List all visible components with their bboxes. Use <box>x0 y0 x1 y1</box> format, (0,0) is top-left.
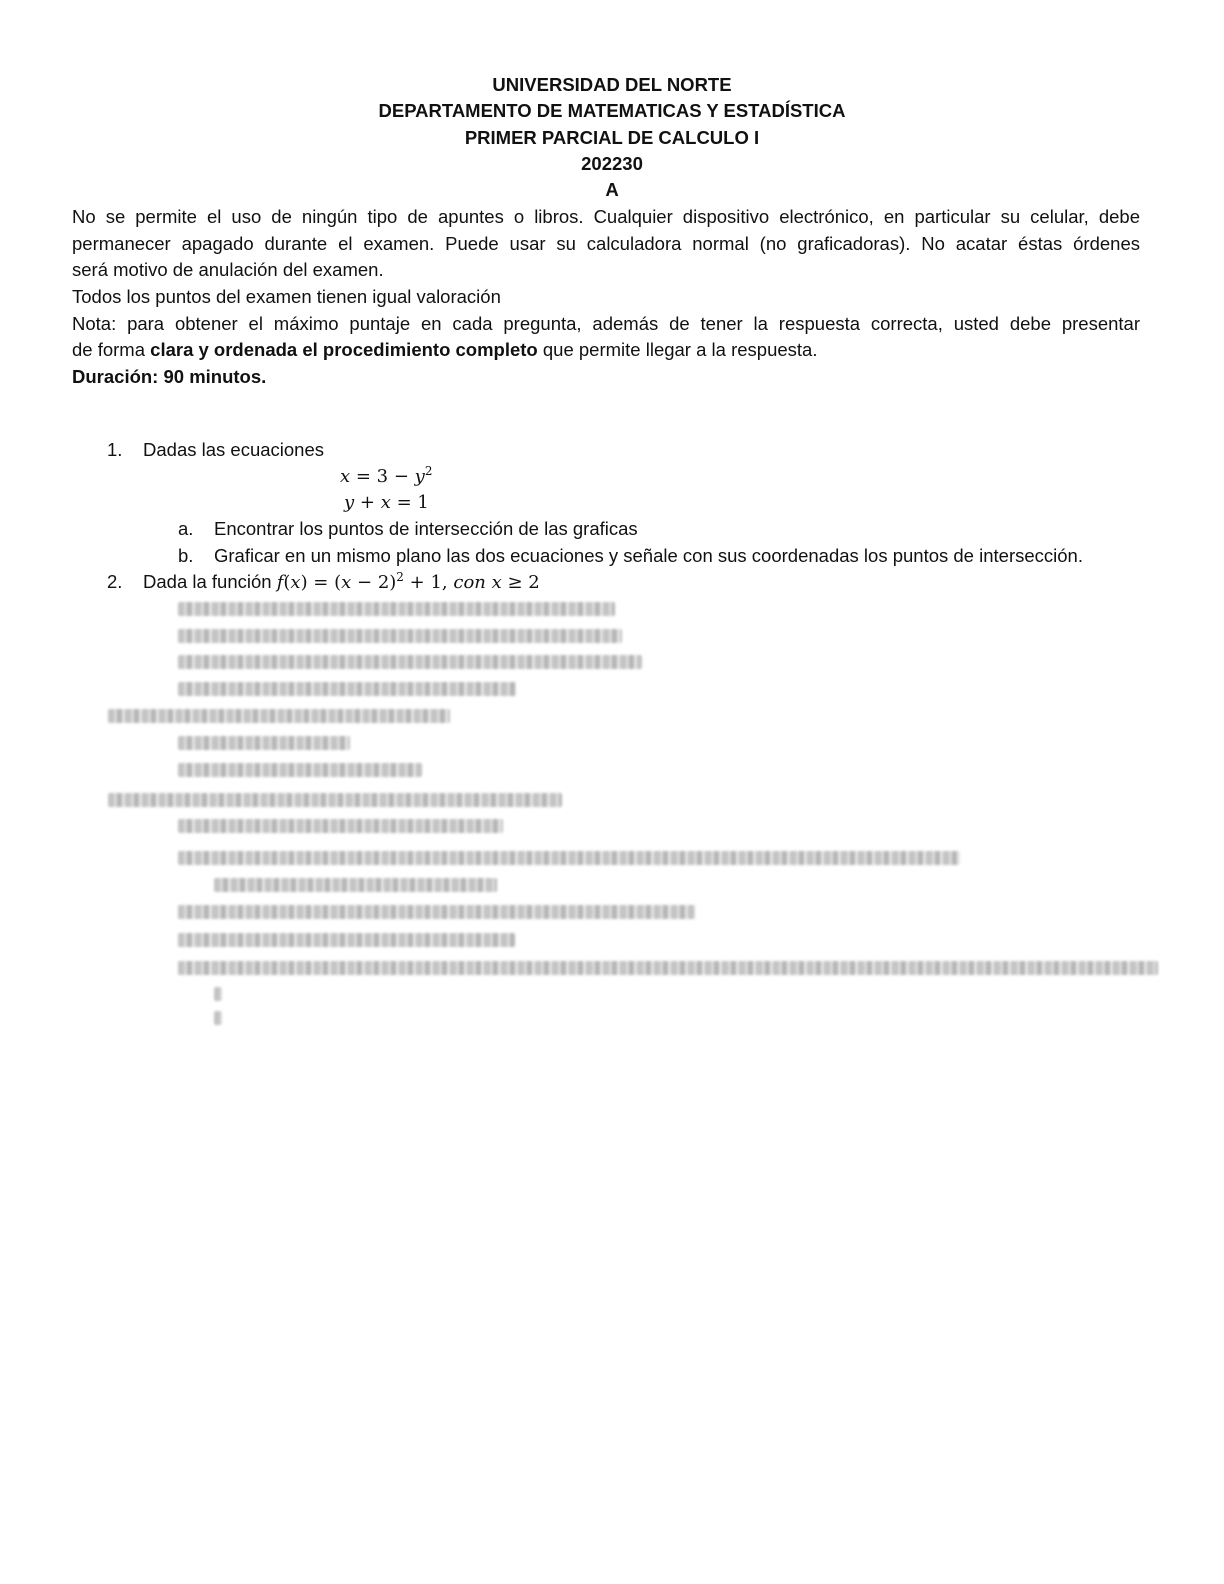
procedure-note-continued <box>72 337 1140 363</box>
blurred-line <box>178 763 422 777</box>
university-name: UNIVERSIDAD DEL NORTE <box>492 74 732 95</box>
question-1-text: Dadas las ecuaciones <box>143 439 324 460</box>
exam-version: A <box>605 179 619 200</box>
question-2-lead: Dada la función <box>143 571 277 592</box>
blurred-line <box>178 851 960 865</box>
blurred-line <box>214 987 222 1001</box>
question-2-text <box>143 569 540 596</box>
instructions-line-2: permanecer apagado durante el examen. Puede usar su calculadora normal (no graficadoras). No acatar éstas órdenes <box>72 233 1140 254</box>
question-1a-text: Encontrar los puntos de intersección de las graficas <box>214 518 638 539</box>
blurred-line <box>178 933 515 947</box>
exam-period: 202230 <box>581 153 643 174</box>
procedure-prefix: de forma <box>72 339 151 360</box>
blurred-line <box>178 602 615 616</box>
blurred-line <box>214 878 497 892</box>
blurred-line <box>178 905 695 919</box>
procedure-note: Nota: para obtener el máximo puntaje en cada pregunta, además de tener la respuesta correcta, usted debe presentar <box>72 313 1140 334</box>
procedure-suffix: que permite llegar a la respuesta. <box>537 339 818 360</box>
blurred-line <box>108 709 450 723</box>
blurred-line <box>178 629 622 643</box>
question-1-number: 1. <box>107 439 123 460</box>
question-1b-text: Graficar en un mismo plano las dos ecuaciones y señale con sus coordenadas los puntos de intersección. <box>214 545 1083 566</box>
blurred-line <box>178 736 350 750</box>
question-2-number: 2. <box>107 571 123 592</box>
instructions-line-1: No se permite el uso de ningún tipo de apuntes o libros. Cualquier dispositivo electrónico, en particular su celular, debe <box>72 206 1140 227</box>
equation-2: y + x = 1 <box>344 492 429 513</box>
grading-note: Todos los puntos del examen tienen igual valoración <box>72 286 501 307</box>
blurred-line <box>108 793 562 807</box>
blurred-line <box>214 1011 222 1025</box>
equation-1: $x = 3 - y^2$ <box>340 464 433 487</box>
exam-title: PRIMER PARCIAL DE CALCULO I <box>464 127 760 148</box>
blurred-line <box>178 655 642 669</box>
question-2-formula: $f(x) = (x - 2)^2 + 1$, con x ≥ 2 <box>276 570 540 593</box>
question-1b-letter: b. <box>178 545 194 566</box>
blurred-line <box>178 682 516 696</box>
department-name: DEPARTAMENTO DE MATEMATICAS Y ESTADÍSTICA <box>378 100 846 121</box>
question-1a-letter: a. <box>178 518 194 539</box>
blurred-line <box>178 961 1158 975</box>
procedure-emphasis: clara y ordenada el procedimiento completo <box>150 339 538 360</box>
exam-duration: Duración: 90 minutos. <box>72 366 267 387</box>
blurred-line <box>178 819 503 833</box>
instructions-line-3: será motivo de anulación del examen. <box>72 259 384 280</box>
